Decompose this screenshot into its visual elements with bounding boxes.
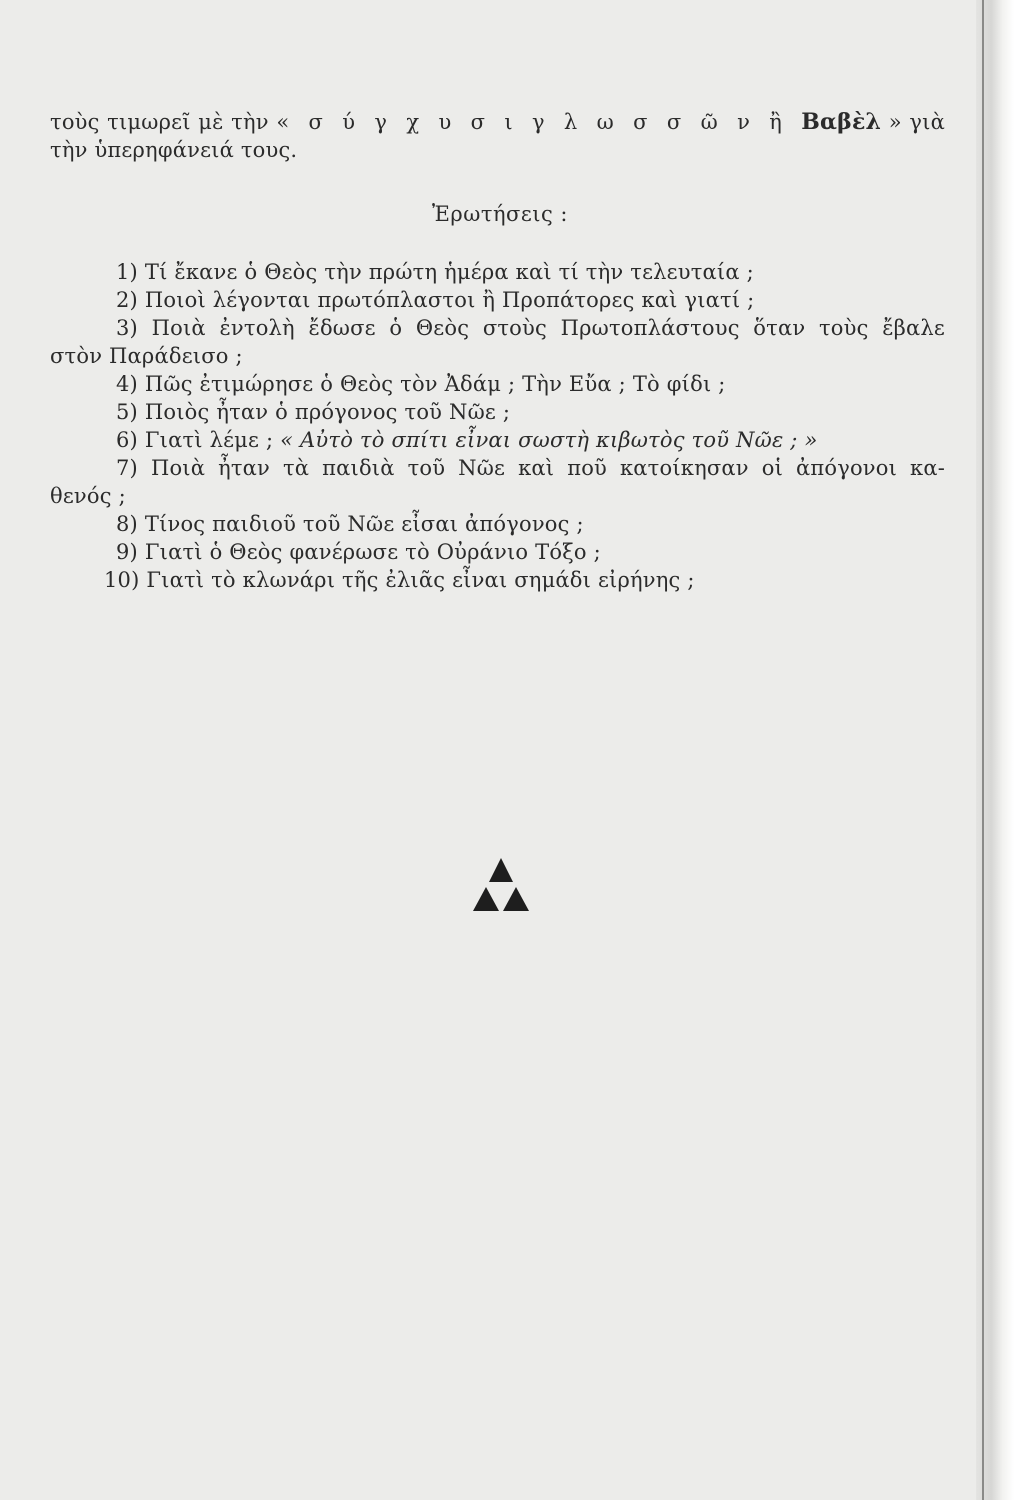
question-7-continuation: θενός ; [50, 484, 126, 508]
question-5 [50, 398, 950, 426]
question-number: 3) [116, 316, 138, 340]
question-text: Γιατὶ τὸ κλωνάρι τῆς ἐλιᾶς εἶναι σημάδι εἰρήνης ; [146, 568, 695, 592]
question-8 [50, 510, 950, 538]
question-text: Ποιοὶ λέγονται πρωτόπλαστοι ἢ Προπάτορες καὶ γιατί ; [144, 288, 755, 312]
question-3 [50, 314, 945, 342]
question-text: Πῶς ἐτιμώρησε ὁ Θεὸς τὸν Ἀδάμ ; Τὴν Εὔα ; Τὸ φίδι ; [144, 372, 726, 396]
question-number: 8) [116, 512, 138, 536]
question-number: 10) [104, 568, 140, 592]
question-text: Γιατὶ ὁ Θεὸς φανέρωσε τὸ Οὐράνιο Τόξο ; [144, 540, 601, 564]
question-text: Ποιὸς ἦταν ὁ πρόγονος τοῦ Νῶε ; [144, 400, 511, 424]
question-10 [50, 566, 950, 594]
question-number: 1) [116, 260, 138, 284]
question-text: Ποιὰ ἦταν τὰ παιδιὰ τοῦ Νῶε καὶ ποῦ κατοίκησαν οἱ ἀπόγονοι κα- [150, 456, 945, 480]
intro-line-1 [50, 108, 945, 136]
question-number: 7) [116, 456, 138, 480]
question-text: Τί ἔκανε ὁ Θεὸς τὴν πρώτη ἡμέρα καὶ τί τὴν τελευταία ; [144, 260, 754, 284]
question-text: Γιατὶ λέμε ; [144, 428, 281, 452]
question-9 [50, 538, 950, 566]
question-4 [50, 370, 950, 398]
question-number: 6) [116, 428, 138, 452]
question-6 [50, 426, 950, 454]
intro-quote-spaced: « σ ύ γ χ υ σ ι γ λ ω σ σ ῶ ν ἢ [276, 110, 802, 134]
question-6-quote: « Αὐτὸ τὸ σπίτι εἶναι σωστὴ κιβωτὸς τοῦ Νῶε ; » [280, 428, 818, 452]
triforce-triangles-icon [472, 857, 530, 913]
question-7 [50, 454, 945, 482]
question-number: 4) [116, 372, 138, 396]
question-number: 2) [116, 288, 138, 312]
question-text: Τίνος παιδιοῦ τοῦ Νῶε εἶσαι ἀπόγονος ; [144, 512, 584, 536]
question-3-continuation: στὸν Παράδεισο ; [50, 344, 243, 368]
page-content [50, 108, 950, 594]
question-number: 5) [116, 400, 138, 424]
question-1 [50, 258, 950, 286]
page-edge-line [982, 0, 984, 1500]
question-number: 9) [116, 540, 138, 564]
questions-heading: Ἐρωτήσεις : [431, 202, 569, 226]
questions-list [50, 258, 950, 594]
question-text: Ποιὰ ἐντολὴ ἔδωσε ὁ Θεὸς στοὺς Πρωτοπλάστους ὅταν τοὺς ἔβαλε [151, 316, 945, 340]
intro-line-1-end: » γιὰ [881, 110, 945, 134]
question-2 [50, 286, 950, 314]
intro-line-1-start: τοὺς τιμωρεῖ μὲ τὴν [50, 110, 277, 134]
intro-bold-babel: Βαβὲλ [801, 109, 882, 135]
intro-line-2: τὴν ὑπερηφάνειά τους. [50, 138, 298, 162]
